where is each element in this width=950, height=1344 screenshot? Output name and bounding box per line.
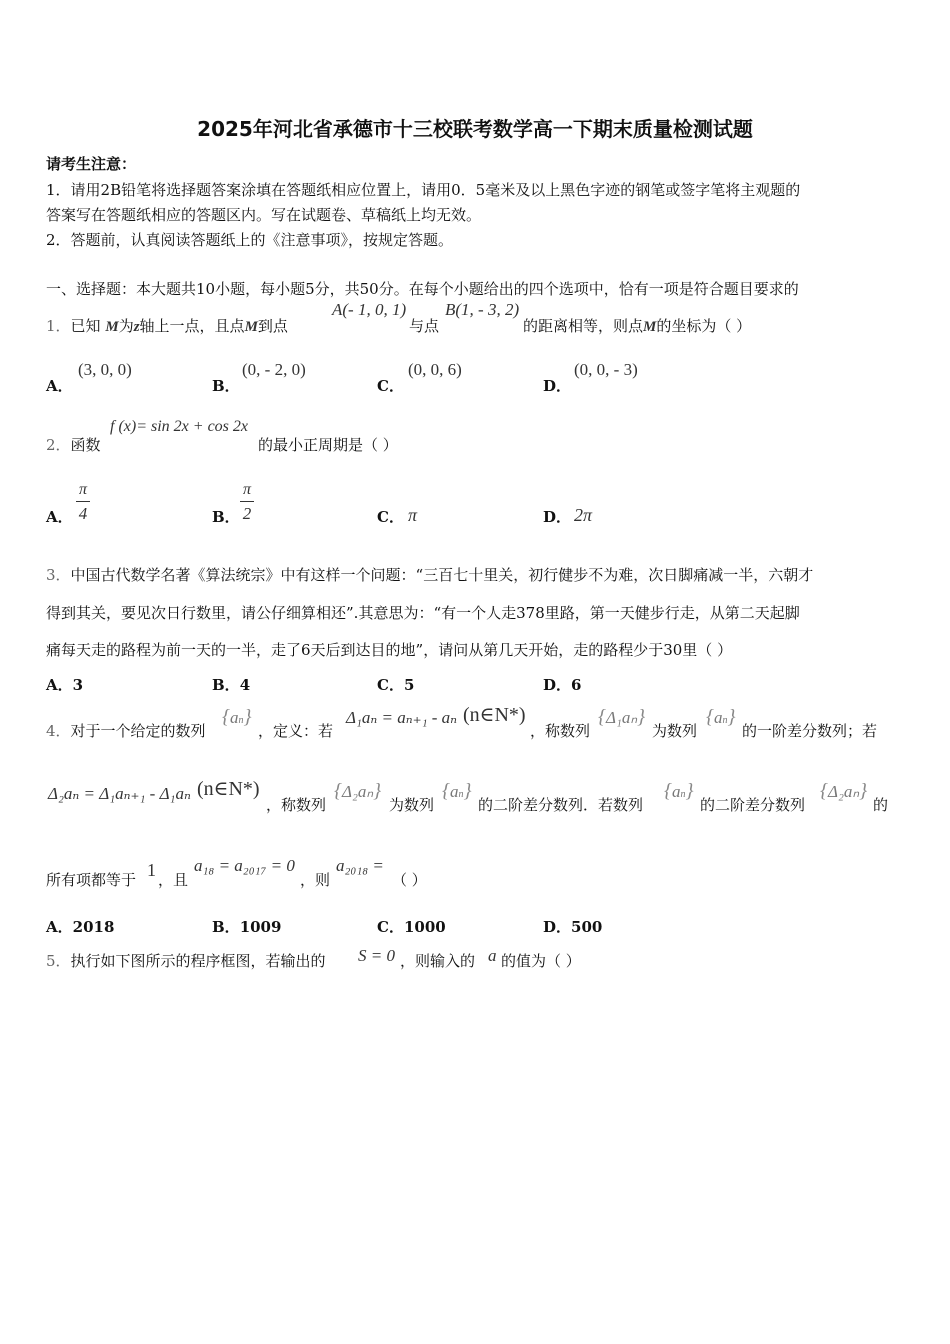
- q4-text-11: 所有项都等于: [46, 871, 137, 889]
- q2-text-2: 的最小正周期是（ ）: [258, 436, 398, 454]
- q2-option-d-value: 2π: [574, 505, 593, 525]
- q2-option-c[interactable]: C．: [377, 508, 404, 526]
- question-2: 2．函数: [46, 436, 101, 454]
- notice-heading: 请考生注意：: [46, 155, 137, 173]
- q4-text-14: （ ）: [392, 871, 427, 889]
- q2-formula: f (x)= sin 2x + cos 2x: [110, 418, 248, 435]
- q1-option-d[interactable]: D．: [543, 377, 572, 395]
- q1-option-a[interactable]: A．: [46, 377, 73, 395]
- question-3-line-3: 痛每天走的路程为前一天的一半，走了6天后到达目的地”，请问从第几天开始，走的路程少于30里（ ）: [46, 641, 733, 659]
- q5-text-2: ，则输入的: [400, 952, 476, 970]
- q1-point-a: A(- 1, 0, 1): [332, 300, 407, 319]
- notice-line-2: 2．答题前，认真阅读答题纸上的《注意事项》，按规定答题。: [46, 231, 454, 249]
- q4-seq-an-2: {an}: [706, 706, 736, 728]
- q2-option-a[interactable]: A．: [46, 508, 73, 526]
- q4-def-1: Δ₁aₙ = aₙ₊₁ - aₙ: [346, 708, 458, 727]
- q5-number: 5．: [46, 952, 71, 970]
- question-1: 1．已知 M为z轴上一点，且点M到点: [46, 317, 288, 335]
- q2-option-d[interactable]: D．: [543, 508, 572, 526]
- question-4: 4．对于一个给定的数列: [46, 722, 206, 740]
- q2-number: 2．: [46, 436, 71, 454]
- q3-number: 3．: [46, 566, 71, 584]
- q4-text-2: ，定义：若: [258, 722, 334, 740]
- q2-option-c-value: π: [408, 505, 418, 525]
- q1-option-a-value: (3, 0, 0): [78, 360, 132, 379]
- q5-cond: S = 0: [358, 946, 395, 965]
- q5-var-a: a: [488, 946, 497, 965]
- q2-option-b[interactable]: B．: [212, 508, 240, 526]
- question-3-line-1: 3．中国古代数学名著《算法统宗》中有这样一个问题：“三百七十里关，初行健步不为难，次日脚痛减一半，六朝才: [46, 566, 814, 584]
- q4-text-6: ，称数列: [266, 796, 327, 814]
- q1-option-b-value: (0, - 2, 0): [242, 360, 306, 379]
- q4-seq-an-3: {an}: [442, 780, 472, 802]
- q4-cond-3: a₁₈ = a₂₀₁₇ = 0: [194, 856, 295, 875]
- q4-text-4: 为数列: [652, 722, 698, 740]
- q4-text-8: 的二阶差分数列．若数列: [478, 796, 644, 814]
- q1-var-z: z: [133, 319, 140, 335]
- section-heading: 一、选择题：本大题共10小题，每小题5分，共50分。在每个小题给出的四个选项中，恰有一项是符合题目要求的: [46, 280, 799, 298]
- q1-option-c[interactable]: C．: [377, 377, 404, 395]
- q5-text-3: 的值为（ ）: [501, 952, 581, 970]
- q4-option-a[interactable]: A．2018: [46, 918, 115, 936]
- q4-seq-d2-1: {Δ₂aₙ}: [334, 780, 382, 802]
- q4-seq-an-1: {an}: [222, 706, 252, 728]
- q4-seq-an-4: {an}: [664, 780, 694, 802]
- q1-text-2: 与点: [409, 317, 440, 335]
- q3-option-d[interactable]: D．6: [543, 676, 582, 694]
- q4-text-9: 的二阶差分数列: [700, 796, 806, 814]
- q1-number: 1．: [46, 317, 71, 335]
- q4-text-13: ，则: [300, 871, 331, 889]
- page-title: 2025年河北省承德市十三校联考数学高一下期末质量检测试题: [197, 117, 753, 141]
- q1-point-b: B(1, - 3, 2): [445, 300, 520, 319]
- q4-text-12: ，且: [158, 871, 189, 889]
- q4-seq-d2-2: {Δ₂aₙ}: [820, 780, 868, 802]
- q3-option-c[interactable]: C．5: [377, 676, 415, 694]
- q4-cond-1: (n∈N*): [463, 704, 526, 726]
- q4-one: 1: [147, 860, 156, 880]
- q1-option-b[interactable]: B．: [212, 377, 240, 395]
- q1-text-3: 的距离相等，则点M的坐标为（ ）: [523, 317, 752, 335]
- q1-var-m2: M: [244, 319, 258, 335]
- q4-text-3: ，称数列: [530, 722, 591, 740]
- question-3-line-2: 得到其关，要见次日行数里，请公仔细算相还”.其意思为：“有一个人走378里路，第一天健步行走，从第二天起脚: [46, 604, 800, 622]
- q3-option-b[interactable]: B．4: [212, 676, 251, 694]
- q4-option-d[interactable]: D．500: [543, 918, 603, 936]
- q1-option-c-value: (0, 0, 6): [408, 360, 462, 379]
- q4-cond-2: (n∈N*): [197, 778, 260, 800]
- q2-option-b-value: $\frac{\pi}{2}$: [240, 482, 254, 522]
- q3-option-a[interactable]: A．3: [46, 676, 84, 694]
- q4-def-2: Δ₂aₙ = Δ₁aₙ₊₁ - Δ₁aₙ: [48, 784, 191, 803]
- q1-text: 已知: [70, 317, 101, 335]
- notice-line-1b: 答案写在答题纸相应的答题区内。写在试题卷、草稿纸上均无效。: [46, 206, 482, 224]
- q4-text-7: 为数列: [389, 796, 435, 814]
- q4-option-c[interactable]: C．1000: [377, 918, 446, 936]
- q1-option-d-value: (0, 0, - 3): [574, 360, 638, 379]
- q4-seq-d1: {Δ₁aₙ}: [598, 706, 646, 728]
- q2-option-a-value: $\frac{\pi}{4}$: [76, 482, 90, 522]
- q4-text-10: 的: [873, 796, 889, 814]
- q1-var-m: M: [105, 319, 119, 335]
- question-5: 5．执行如下图所示的程序框图，若输出的: [46, 952, 326, 970]
- notice-line-1a: 1．请用2B铅笔将选择题答案涂填在答题纸相应位置上，请用0．5毫米及以上黑色字迹的钢笔或签字笔将主观题的: [46, 181, 801, 199]
- q4-number: 4．: [46, 722, 71, 740]
- q4-option-b[interactable]: B．1009: [212, 918, 282, 936]
- q4-text-5: 的一阶差分数列；若: [742, 722, 878, 740]
- q4-ask: a₂₀₁₈ =: [336, 856, 384, 875]
